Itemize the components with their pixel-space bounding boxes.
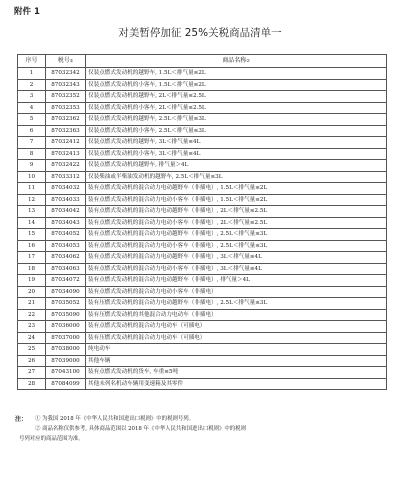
row-index: 6: [18, 125, 46, 137]
row-index: 19: [18, 275, 46, 287]
row-name: 装有点燃式发动机的混合动力电动小客车（非插电）, 2L＜排气量≤2.5L: [86, 217, 387, 229]
row-name: 装有压燃式发动机的其他混合动力电动车（非插电）: [86, 309, 387, 321]
row-name: 装有点燃式发动机的混合动力电动越野车（非插电）, 排气量＞4L: [86, 275, 387, 287]
row-index: 18: [18, 263, 46, 275]
row-name: 仅装点燃式发动机的越野车, 2.5L＜排气量≤3L: [86, 114, 387, 126]
row-name: 仅装点燃式发动机的越野车, 3L＜排气量≤4L: [86, 137, 387, 149]
row-index: 26: [18, 355, 46, 367]
row-code: 87036000: [46, 321, 86, 333]
row-index: 25: [18, 344, 46, 356]
table-row: [18, 79, 387, 91]
note-line: ② 商品名称仅供参考, 具体商品范围以 2018 年《中华人民共和国进出口税则》中的税则: [35, 426, 246, 432]
row-name: 仅装点燃式发动机的越野车, 排气量＞4L: [86, 160, 387, 172]
row-index: 4: [18, 102, 46, 114]
table-row: [18, 344, 387, 356]
document-title: 对美暂停加征 25%关税商品清单一: [118, 27, 282, 39]
row-code: 87034032: [46, 183, 86, 195]
row-code: 87038000: [46, 344, 86, 356]
table-row: [18, 229, 387, 241]
header-code: 税号①: [46, 55, 86, 68]
table-row: [18, 332, 387, 344]
row-code: 87034033: [46, 194, 86, 206]
table-row: [18, 263, 387, 275]
row-index: 21: [18, 298, 46, 310]
table-row: [18, 321, 387, 333]
row-code: 87032412: [46, 137, 86, 149]
row-name: 装有点燃式发动机的混合动力电动越野车（非插电）, 3L＜排气量≤4L: [86, 252, 387, 264]
row-name: 纯电动车: [86, 344, 387, 356]
row-code: 87037000: [46, 332, 86, 344]
row-name: 装有点燃式发动机的混合动力电动车（可插电）: [86, 321, 387, 333]
row-index: 15: [18, 229, 46, 241]
table-row: [18, 171, 387, 183]
row-code: 87032422: [46, 160, 86, 172]
row-name: 仅装点燃式发动机的小客车, 2L＜排气量≤2.5L: [86, 102, 387, 114]
row-index: 3: [18, 91, 46, 103]
table-row: [18, 125, 387, 137]
table-header-row: [18, 55, 387, 68]
row-code: 87032362: [46, 114, 86, 126]
row-name: 装有压燃式发动机的混合动力电动越野车（非插电）, 2.5L＜排气量≤3L: [86, 298, 387, 310]
row-index: 16: [18, 240, 46, 252]
row-name: 装有点燃式发动机的混合动力电动越野车（非插电）, 2.5L＜排气量≤3L: [86, 229, 387, 241]
row-code: 87034072: [46, 275, 86, 287]
row-code: 87084099: [46, 378, 86, 390]
table-row: [18, 240, 387, 252]
row-name: 装有点燃式发动机的混合动力电动越野车（非插电）, 2L＜排气量≤2.5L: [86, 206, 387, 218]
note-line: 号列对应的商品范围为准。: [19, 436, 84, 442]
table-row: [18, 355, 387, 367]
row-name: 装有点燃式发动机的混合动力电动小客车（非插电）, 3L＜排气量≤4L: [86, 263, 387, 275]
row-name: 仅装点燃式发动机的小客车, 1.5L＜排气量≤2L: [86, 79, 387, 91]
row-index: 24: [18, 332, 46, 344]
row-index: 27: [18, 367, 46, 379]
row-name: 仅装点燃式发动机的小客车, 3L＜排气量≤4L: [86, 148, 387, 160]
row-index: 12: [18, 194, 46, 206]
row-code: 87032343: [46, 79, 86, 91]
row-name: 装有压燃式发动机的混合动力电动车（可插电）: [86, 332, 387, 344]
row-name: 仅装点燃式发动机的越野车, 2L＜排气量≤2.5L: [86, 91, 387, 103]
row-index: 1: [18, 68, 46, 80]
row-name: 仅装点燃式发动机的越野车, 1.5L＜排气量≤2L: [86, 68, 387, 80]
row-index: 10: [18, 171, 46, 183]
row-index: 28: [18, 378, 46, 390]
table-row: [18, 137, 387, 149]
row-code: 87032413: [46, 148, 86, 160]
row-index: 9: [18, 160, 46, 172]
row-code: 87034062: [46, 252, 86, 264]
row-index: 22: [18, 309, 46, 321]
table-row: [18, 275, 387, 287]
row-code: 87043100: [46, 367, 86, 379]
table-row: [18, 286, 387, 298]
attachment-label: 附件 1: [14, 7, 40, 17]
row-index: 23: [18, 321, 46, 333]
table-row: [18, 148, 387, 160]
row-code: 87032352: [46, 91, 86, 103]
row-code: 87034043: [46, 217, 86, 229]
row-code: 87034042: [46, 206, 86, 218]
row-name: 仅装点燃式发动机的小客车, 2.5L＜排气量≤3L: [86, 125, 387, 137]
table-row: [18, 378, 387, 390]
row-index: 2: [18, 79, 46, 91]
row-index: 17: [18, 252, 46, 264]
table-row: [18, 309, 387, 321]
row-code: 87035090: [46, 309, 86, 321]
notes-label: 注：: [15, 416, 28, 423]
table-row: [18, 114, 387, 126]
row-code: 87033312: [46, 171, 86, 183]
row-name: 装有点燃式发动机的货车, 车重≤5吨: [86, 367, 387, 379]
table-row: [18, 102, 387, 114]
row-code: 87032363: [46, 125, 86, 137]
row-code: 87034063: [46, 263, 86, 275]
row-index: 8: [18, 148, 46, 160]
table-row: [18, 298, 387, 310]
row-name: 装有点燃式发动机的混合动力电动小客车（非插电）, 2.5L＜排气量≤3L: [86, 240, 387, 252]
tariff-list-table: [17, 54, 387, 390]
row-index: 14: [18, 217, 46, 229]
row-name: 装有点燃式发动机的混合动力电动小客车（非插电）, 1.5L＜排气量≤2L: [86, 194, 387, 206]
row-index: 20: [18, 286, 46, 298]
header-name: 商品名称②: [86, 55, 387, 68]
row-name: 其他未列名机动车辆用变速箱及其零件: [86, 378, 387, 390]
table-row: [18, 160, 387, 172]
note-line: ① 为我国 2018 年《中华人民共和国进出口税则》中的税则号列。: [35, 416, 195, 422]
row-code: 87034052: [46, 229, 86, 241]
header-index: 序号: [18, 55, 46, 68]
table-row: [18, 68, 387, 80]
table-row: [18, 367, 387, 379]
table-row: [18, 252, 387, 264]
table-row: [18, 91, 387, 103]
row-name: 装有点燃式发动机的混合动力电动小客车（非插电）: [86, 286, 387, 298]
row-index: 7: [18, 137, 46, 149]
table-row: [18, 183, 387, 195]
row-code: 87034090: [46, 286, 86, 298]
row-code: 87035052: [46, 298, 86, 310]
row-code: 87032342: [46, 68, 86, 80]
row-index: 11: [18, 183, 46, 195]
row-name: 其他车辆: [86, 355, 387, 367]
table-row: [18, 206, 387, 218]
row-index: 13: [18, 206, 46, 218]
table-row: [18, 217, 387, 229]
row-index: 5: [18, 114, 46, 126]
table-row: [18, 194, 387, 206]
row-name: 仅装柴油或半柴油发动机的越野车, 2.5L＜排气量≤3L: [86, 171, 387, 183]
row-code: 87039000: [46, 355, 86, 367]
row-code: 87034053: [46, 240, 86, 252]
row-name: 装有点燃式发动机的混合动力电动越野车（非插电）, 1.5L＜排气量≤2L: [86, 183, 387, 195]
row-code: 87032353: [46, 102, 86, 114]
